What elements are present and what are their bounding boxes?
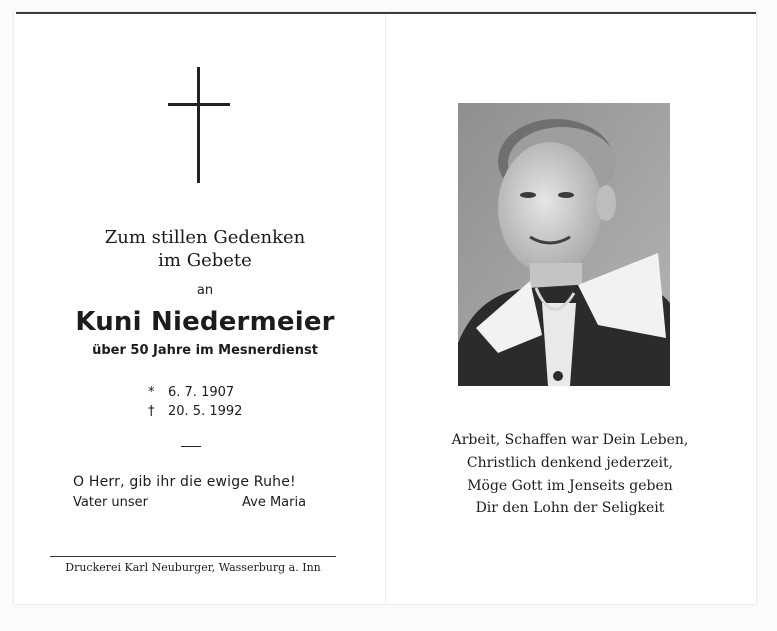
printer-credit: Druckerei Karl Neuburger, Wasserburg a. Inn <box>65 561 321 574</box>
poem-line-1: Arbeit, Schaffen war Dein Leben, <box>451 432 689 448</box>
remembrance-line-2: im Gebete <box>158 250 252 271</box>
death-date: 20. 5. 1992 <box>168 404 243 419</box>
portrait-photo-icon <box>458 103 670 386</box>
printer-rule <box>50 556 336 557</box>
remembrance-line-1: Zum stillen Gedenken <box>104 227 306 248</box>
portrait-photo <box>458 103 670 386</box>
card-fold <box>385 14 386 604</box>
service-note: über 50 Jahre im Mesnerdienst <box>92 343 318 358</box>
divider-dash <box>181 446 201 447</box>
birth-date: 6. 7. 1907 <box>168 385 235 400</box>
prayer-our-father: Vater unser <box>73 495 149 510</box>
birth-symbol: * <box>148 385 155 400</box>
cross-icon <box>197 67 200 183</box>
cross-icon-beam <box>168 103 230 106</box>
preposition: an <box>196 283 214 298</box>
death-row <box>148 404 242 419</box>
poem-line-2: Christlich denkend jederzeit, <box>466 455 674 471</box>
prayer-hail-mary: Ave Maria <box>242 495 307 510</box>
prayer-line: O Herr, gib ihr die ewige Ruhe! <box>73 474 296 490</box>
death-symbol: † <box>148 404 155 419</box>
poem-line-3: Möge Gott im Jenseits geben <box>467 478 673 494</box>
card-top-edge <box>16 12 756 14</box>
deceased-name: Kuni Niedermeier <box>75 307 335 337</box>
poem-line-4: Dir den Lohn der Seligkeit <box>475 500 665 516</box>
birth-row <box>148 385 234 400</box>
